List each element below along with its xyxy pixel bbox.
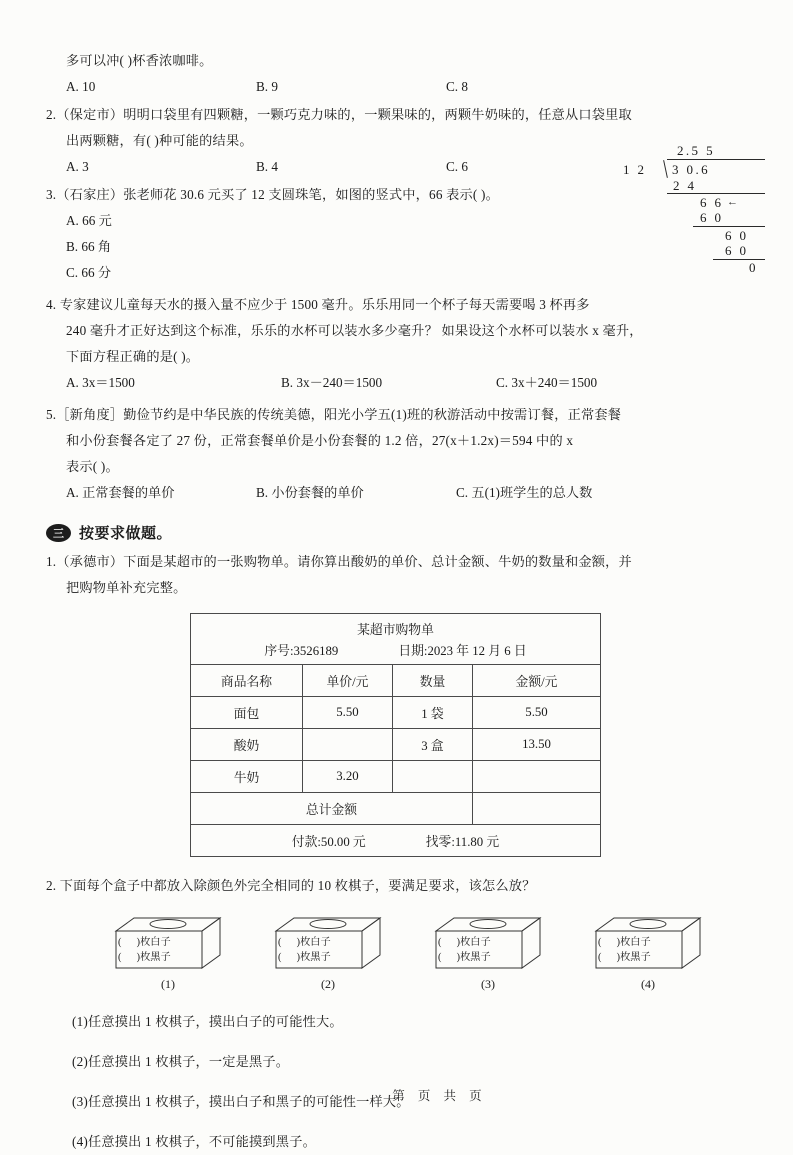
option-b[interactable]: B. 3x－240＝1500 (281, 370, 496, 396)
page-footer (0, 1086, 793, 1104)
division-divisor: 1 2 (623, 162, 646, 177)
question-1 (46, 48, 745, 100)
box-label-white[interactable]: ( )枚白子 (438, 935, 491, 950)
task-1-text-line2: 把购物单补充完整。 (46, 575, 745, 601)
option-c[interactable]: C. 8 (446, 74, 636, 100)
statement-1: (1)任意摸出 1 枚棋子，摸出白子的可能性大。 (72, 1008, 745, 1035)
division-remainder: 0 (749, 260, 758, 275)
question-3-text: 3.（石家庄）张老师花 30.6 元买了 12 支圆珠笔，如图的竖式中，66 表示( )。 (46, 182, 745, 208)
box-number: (1) (108, 977, 228, 992)
box-figure (428, 913, 548, 975)
change-amount: 找零:11.80 元 (426, 831, 499, 850)
cell-name: 酸奶 (190, 728, 302, 760)
section-number-badge: 三 (46, 524, 71, 542)
cell-qty[interactable] (392, 760, 472, 792)
total-label: 总计金额 (190, 792, 472, 824)
division-rule-2 (693, 226, 765, 227)
option-c[interactable]: C. 6 (446, 154, 636, 180)
chess-box-1 (108, 913, 228, 992)
division-rule-1 (667, 193, 765, 194)
question-5 (46, 402, 745, 506)
question-2-text-line1: 2.（保定市）明明口袋里有四颗糖，一颗巧克力味的，一颗果味的，两颗牛奶味的，任意从口袋里取 (46, 102, 745, 128)
task-2 (46, 873, 745, 899)
option-a[interactable]: A. 3 (66, 154, 256, 180)
long-division-figure (615, 143, 775, 273)
footer-text: 第 页 共 页 (306, 1089, 486, 1103)
task-1-text-line1: 1.（承德市）下面是某超市的一张购物单。请你算出酸奶的单价、总计金额、牛奶的数量和金额，并 (46, 549, 745, 575)
division-step-2: 6 6 (700, 195, 723, 210)
cell-name: 牛奶 (190, 760, 302, 792)
box-label-black[interactable]: ( )枚黑子 (438, 950, 491, 965)
option-b[interactable]: B. 66 角 (66, 234, 745, 260)
box-figure (268, 913, 388, 975)
table-row (190, 728, 600, 760)
division-vinculum (667, 159, 765, 160)
cell-price[interactable] (302, 728, 392, 760)
division-dividend: 3 0.6 (672, 162, 710, 177)
statement-2: (2)任意摸出 1 枚棋子，一定是黑子。 (72, 1048, 745, 1075)
cell-name: 面包 (190, 696, 302, 728)
option-b[interactable]: B. 4 (256, 154, 446, 180)
cell-price[interactable]: 5.50 (302, 696, 392, 728)
question-1-options (46, 74, 745, 100)
division-step-4: 6 0 (725, 228, 748, 243)
task-2-text: 2. 下面每个盒子中都放入除颜色外完全相同的 10 枚棋子，要满足要求，该怎么放？ (46, 873, 745, 899)
receipt-header-row (190, 664, 600, 696)
option-a[interactable]: A. 10 (66, 74, 256, 100)
statement-4: (4)任意摸出 1 枚棋子，不可能摸到黑子。 (72, 1128, 745, 1155)
cell-amount[interactable]: 13.50 (472, 728, 600, 760)
division-arrow-icon: ← (727, 195, 738, 210)
question-5-options (46, 480, 745, 506)
cell-price[interactable]: 3.20 (302, 760, 392, 792)
statement-3: (3)任意摸出 1 枚棋子，摸出白子和黑子的可能性一样大。 (72, 1088, 745, 1115)
receipt-payment-row (190, 824, 600, 856)
shopping-receipt-table (190, 613, 601, 857)
paid-amount: 付款:50.00 元 (292, 831, 366, 850)
table-row (190, 760, 600, 792)
box-label-white[interactable]: ( )枚白子 (598, 935, 651, 950)
question-5-text-line3: 表示( )。 (46, 454, 745, 480)
box-label-white[interactable]: ( )枚白子 (118, 935, 171, 950)
section-title: 按要求做题。 (79, 522, 172, 543)
chess-box-2 (268, 913, 388, 992)
receipt-total-row (190, 792, 600, 824)
task-1 (46, 549, 745, 601)
option-b[interactable]: B. 小份套餐的单价 (256, 480, 456, 506)
question-5-text-line1: 5.［新角度］勤俭节约是中华民族的传统美德，阳光小学五(1)班的秋游活动中按需订餐，正常套餐 (46, 402, 745, 428)
column-header-amount: 金额/元 (472, 664, 600, 696)
option-a[interactable]: A. 3x＝1500 (66, 370, 281, 396)
receipt-container (46, 613, 745, 857)
box-number: (3) (428, 977, 548, 992)
option-c[interactable]: C. 五(1)班学生的总人数 (456, 480, 646, 506)
table-row (190, 696, 600, 728)
box-label-white[interactable]: ( )枚白子 (278, 935, 331, 950)
division-quotient: 2.5 5 (677, 143, 715, 158)
box-label-black[interactable]: ( )枚黑子 (598, 950, 651, 965)
receipt-serial: 序号:3526189 (264, 640, 338, 659)
question-4-text-line3: 下面方程正确的是( )。 (46, 344, 745, 370)
box-label-black[interactable]: ( )枚黑子 (118, 950, 171, 965)
box-number: (4) (588, 977, 708, 992)
receipt-title: 某超市购物单 (190, 614, 600, 641)
cell-amount[interactable] (472, 760, 600, 792)
option-c[interactable]: C. 3x＋240＝1500 (496, 370, 711, 396)
cell-amount[interactable]: 5.50 (472, 696, 600, 728)
column-header-price: 单价/元 (302, 664, 392, 696)
division-step-1: 2 4 (673, 178, 696, 193)
box-number: (2) (268, 977, 388, 992)
division-step-3: 6 0 (700, 210, 723, 225)
receipt-date: 日期:2023 年 12 月 6 日 (398, 640, 526, 659)
column-header-qty: 数量 (392, 664, 472, 696)
task-2-statements (46, 1008, 745, 1155)
option-a[interactable]: A. 66 元 (66, 208, 745, 234)
receipt-meta (190, 640, 600, 664)
division-step-5: 6 0 (725, 243, 748, 258)
option-c[interactable]: C. 66 分 (66, 260, 745, 286)
payment-cell (190, 824, 600, 856)
cell-qty[interactable]: 3 盒 (392, 728, 472, 760)
question-4-text-line1: 4. 专家建议儿童每天水的摄入量不应少于 1500 毫升。乐乐用同一个杯子每天需要喝 3 杯再多 (46, 292, 745, 318)
chess-box-4 (588, 913, 708, 992)
receipt-meta-row (190, 640, 600, 664)
chess-boxes-row (46, 913, 745, 992)
option-a[interactable]: A. 正常套餐的单价 (66, 480, 256, 506)
column-header-name: 商品名称 (190, 664, 302, 696)
chess-box-3 (428, 913, 548, 992)
question-4-text-line2: 240 毫升才正好达到这个标准，乐乐的水杯可以装水多少毫升？ 如果设这个水杯可以装水 x 毫升， (46, 318, 745, 344)
question-5-text-line2: 和小份套餐各定了 27 份，正常套餐单价是小份套餐的 1.2 倍，27(x＋1.2x)＝594 中的 x (46, 428, 745, 454)
question-2-text-line2: 出两颗糖，有( )种可能的结果。 (46, 128, 745, 154)
division-bracket (663, 160, 668, 178)
receipt-title-row (190, 614, 600, 641)
box-figure (108, 913, 228, 975)
box-figure (588, 913, 708, 975)
cell-qty[interactable]: 1 袋 (392, 696, 472, 728)
section-header (46, 522, 745, 543)
question-4-options (46, 370, 745, 396)
option-b[interactable]: B. 9 (256, 74, 446, 100)
question-4 (46, 292, 745, 396)
box-label-black[interactable]: ( )枚黑子 (278, 950, 331, 965)
total-value[interactable] (472, 792, 600, 824)
question-1-text: 多可以冲( )杯香浓咖啡。 (46, 48, 745, 74)
